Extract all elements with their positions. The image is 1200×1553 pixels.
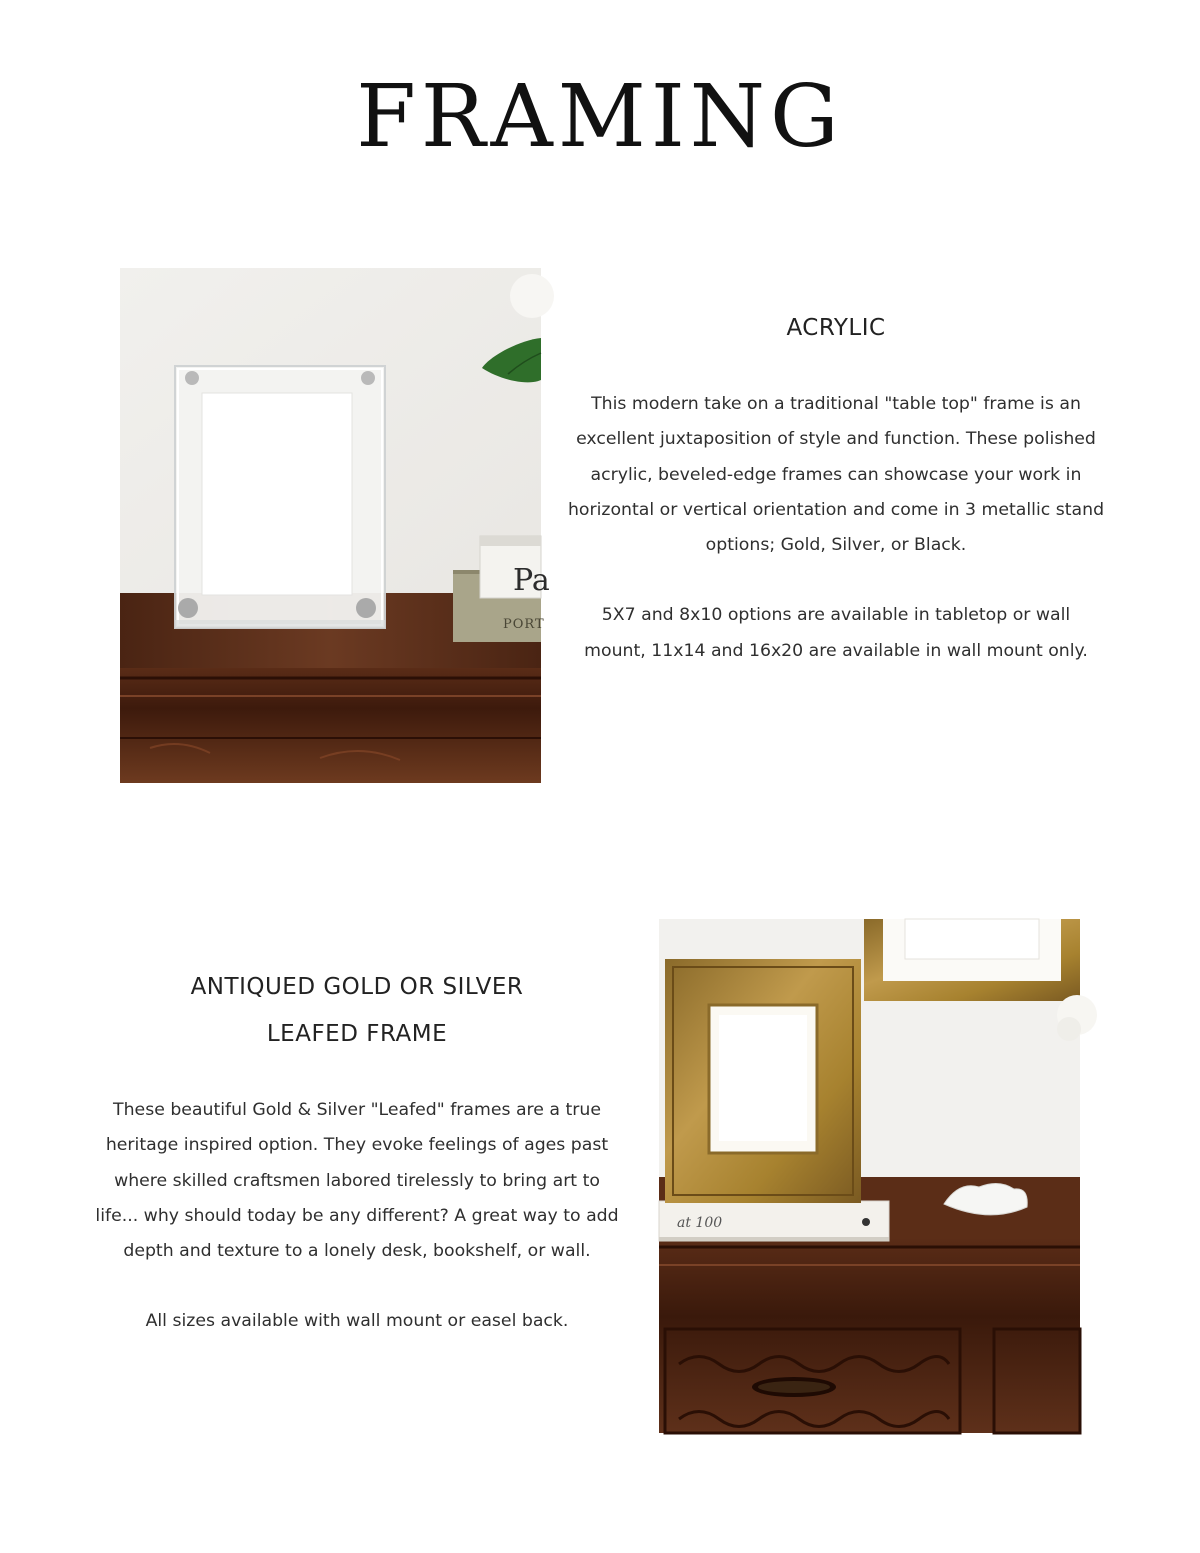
section-heading-line1: ANTIQUED GOLD OR SILVER	[190, 974, 524, 1000]
svg-text:at 100: at 100	[677, 1215, 723, 1231]
paragraph: 5X7 and 8x10 options are available in tabletop or wall mount, 11x14 and 16x20 are available in wall mount only.	[584, 605, 1088, 661]
acrylic-frame-photo	[120, 268, 550, 783]
flower	[510, 274, 554, 318]
svg-text:Pa: Pa	[513, 563, 550, 598]
paragraph: These beautiful Gold & Silver "Leafed" frames are a true heritage inspired option. They evoke feelings of ages past where skilled craftsmen labored tirelessly to bring art to life... why should today be any different? A great way to add depth and texture to a lonely desk, bookshelf, or wall.	[95, 1100, 619, 1262]
paragraph: This modern take on a traditional "table top" frame is an excellent juxtaposition of style and function. These polished acrylic, beveled-edge frames can showcase your work in horizontal or vertical orientation and come in 3 metallic stand options; Gold, Silver, or Black.	[567, 394, 1105, 556]
standoff	[185, 371, 199, 385]
page-title: FRAMING	[356, 67, 844, 167]
paragraph: All sizes available with wall mount or easel back.	[145, 1311, 569, 1332]
gold-leaf-text-block	[92, 964, 622, 1340]
gold-leaf-frame-photo	[659, 919, 1080, 1433]
svg-text:PORT: PORT	[503, 617, 545, 632]
acrylic-text-block	[566, 305, 1106, 669]
white-card	[202, 393, 352, 595]
section-heading-line2: LEAFED FRAME	[266, 1021, 448, 1047]
section-heading: ACRYLIC	[786, 315, 886, 341]
